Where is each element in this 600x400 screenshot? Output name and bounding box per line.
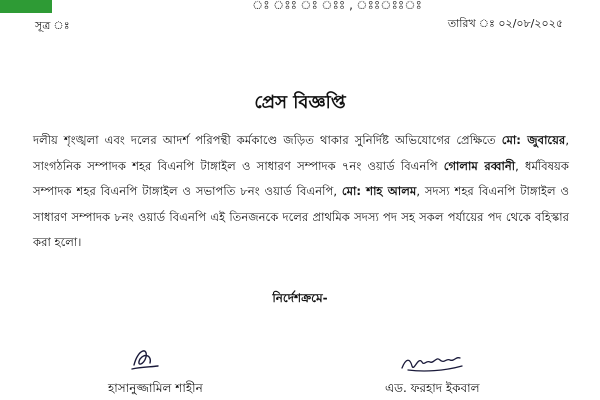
closing-text: নির্দেশক্রমে- [272, 291, 328, 305]
expelled-name-3: মো: শাহ আলম [341, 184, 417, 198]
expelled-name-1: মো: জুবায়ের [501, 133, 566, 147]
signature-left [128, 345, 162, 375]
body-text-1: দলীয় শৃংঙ্খলা এবং দলের আদর্শ পরিপন্থী কর্মকাণ্ডে জড়িত থাকার সুনির্দিষ্ট অভিযোগের প্রেক্ষিতে [33, 133, 502, 147]
header-top-text: ঃ ঃঃ ঃ ঃঃ , ঃঃঃঃঃ [252, 0, 422, 12]
signatory-name-left: হাসানুজ্জামিল শাহীন [108, 381, 203, 395]
signatory-name-right: এড. ফরহাদ ইকবাল [385, 381, 480, 395]
press-release-body [33, 128, 569, 256]
date-text: তারিখ ঃ ০২/০৮/২০২৫ [447, 17, 563, 30]
body-text-3: , ধর্মবিষয়ক সম্পাদক শহর বিএনপি টাঙ্গাইল ও সভাপতি ৮নং ওয়ার্ড বিএনপি, [33, 158, 569, 198]
expelled-name-2: গোলাম রব্বানী [443, 158, 516, 173]
signature-right [400, 350, 466, 376]
body-text-2: , সাংগঠনিক সম্পাদক শহর বিএনপি টাঙ্গাইল ও সাধারণ সম্পাদক ৭নং ওয়ার্ড বিএনপি [33, 133, 569, 173]
page-title: প্রেস বিজ্ঞপ্তি [254, 92, 346, 113]
reference-label: সূত্র ঃ [35, 19, 70, 32]
body-text-4: , সদস্য শহর বিএনপি টাঙ্গাইল ও সাধারণ সম্পাদক ৮নং ওয়ার্ড বিএনপি এই তিনজনকে দলের প্রাথমিক সদস্য পদ সহ সকল পর্যায়ের পদ থেকে বহিস্কার করা হলো। [33, 184, 569, 249]
header-brand-bar [0, 0, 52, 13]
